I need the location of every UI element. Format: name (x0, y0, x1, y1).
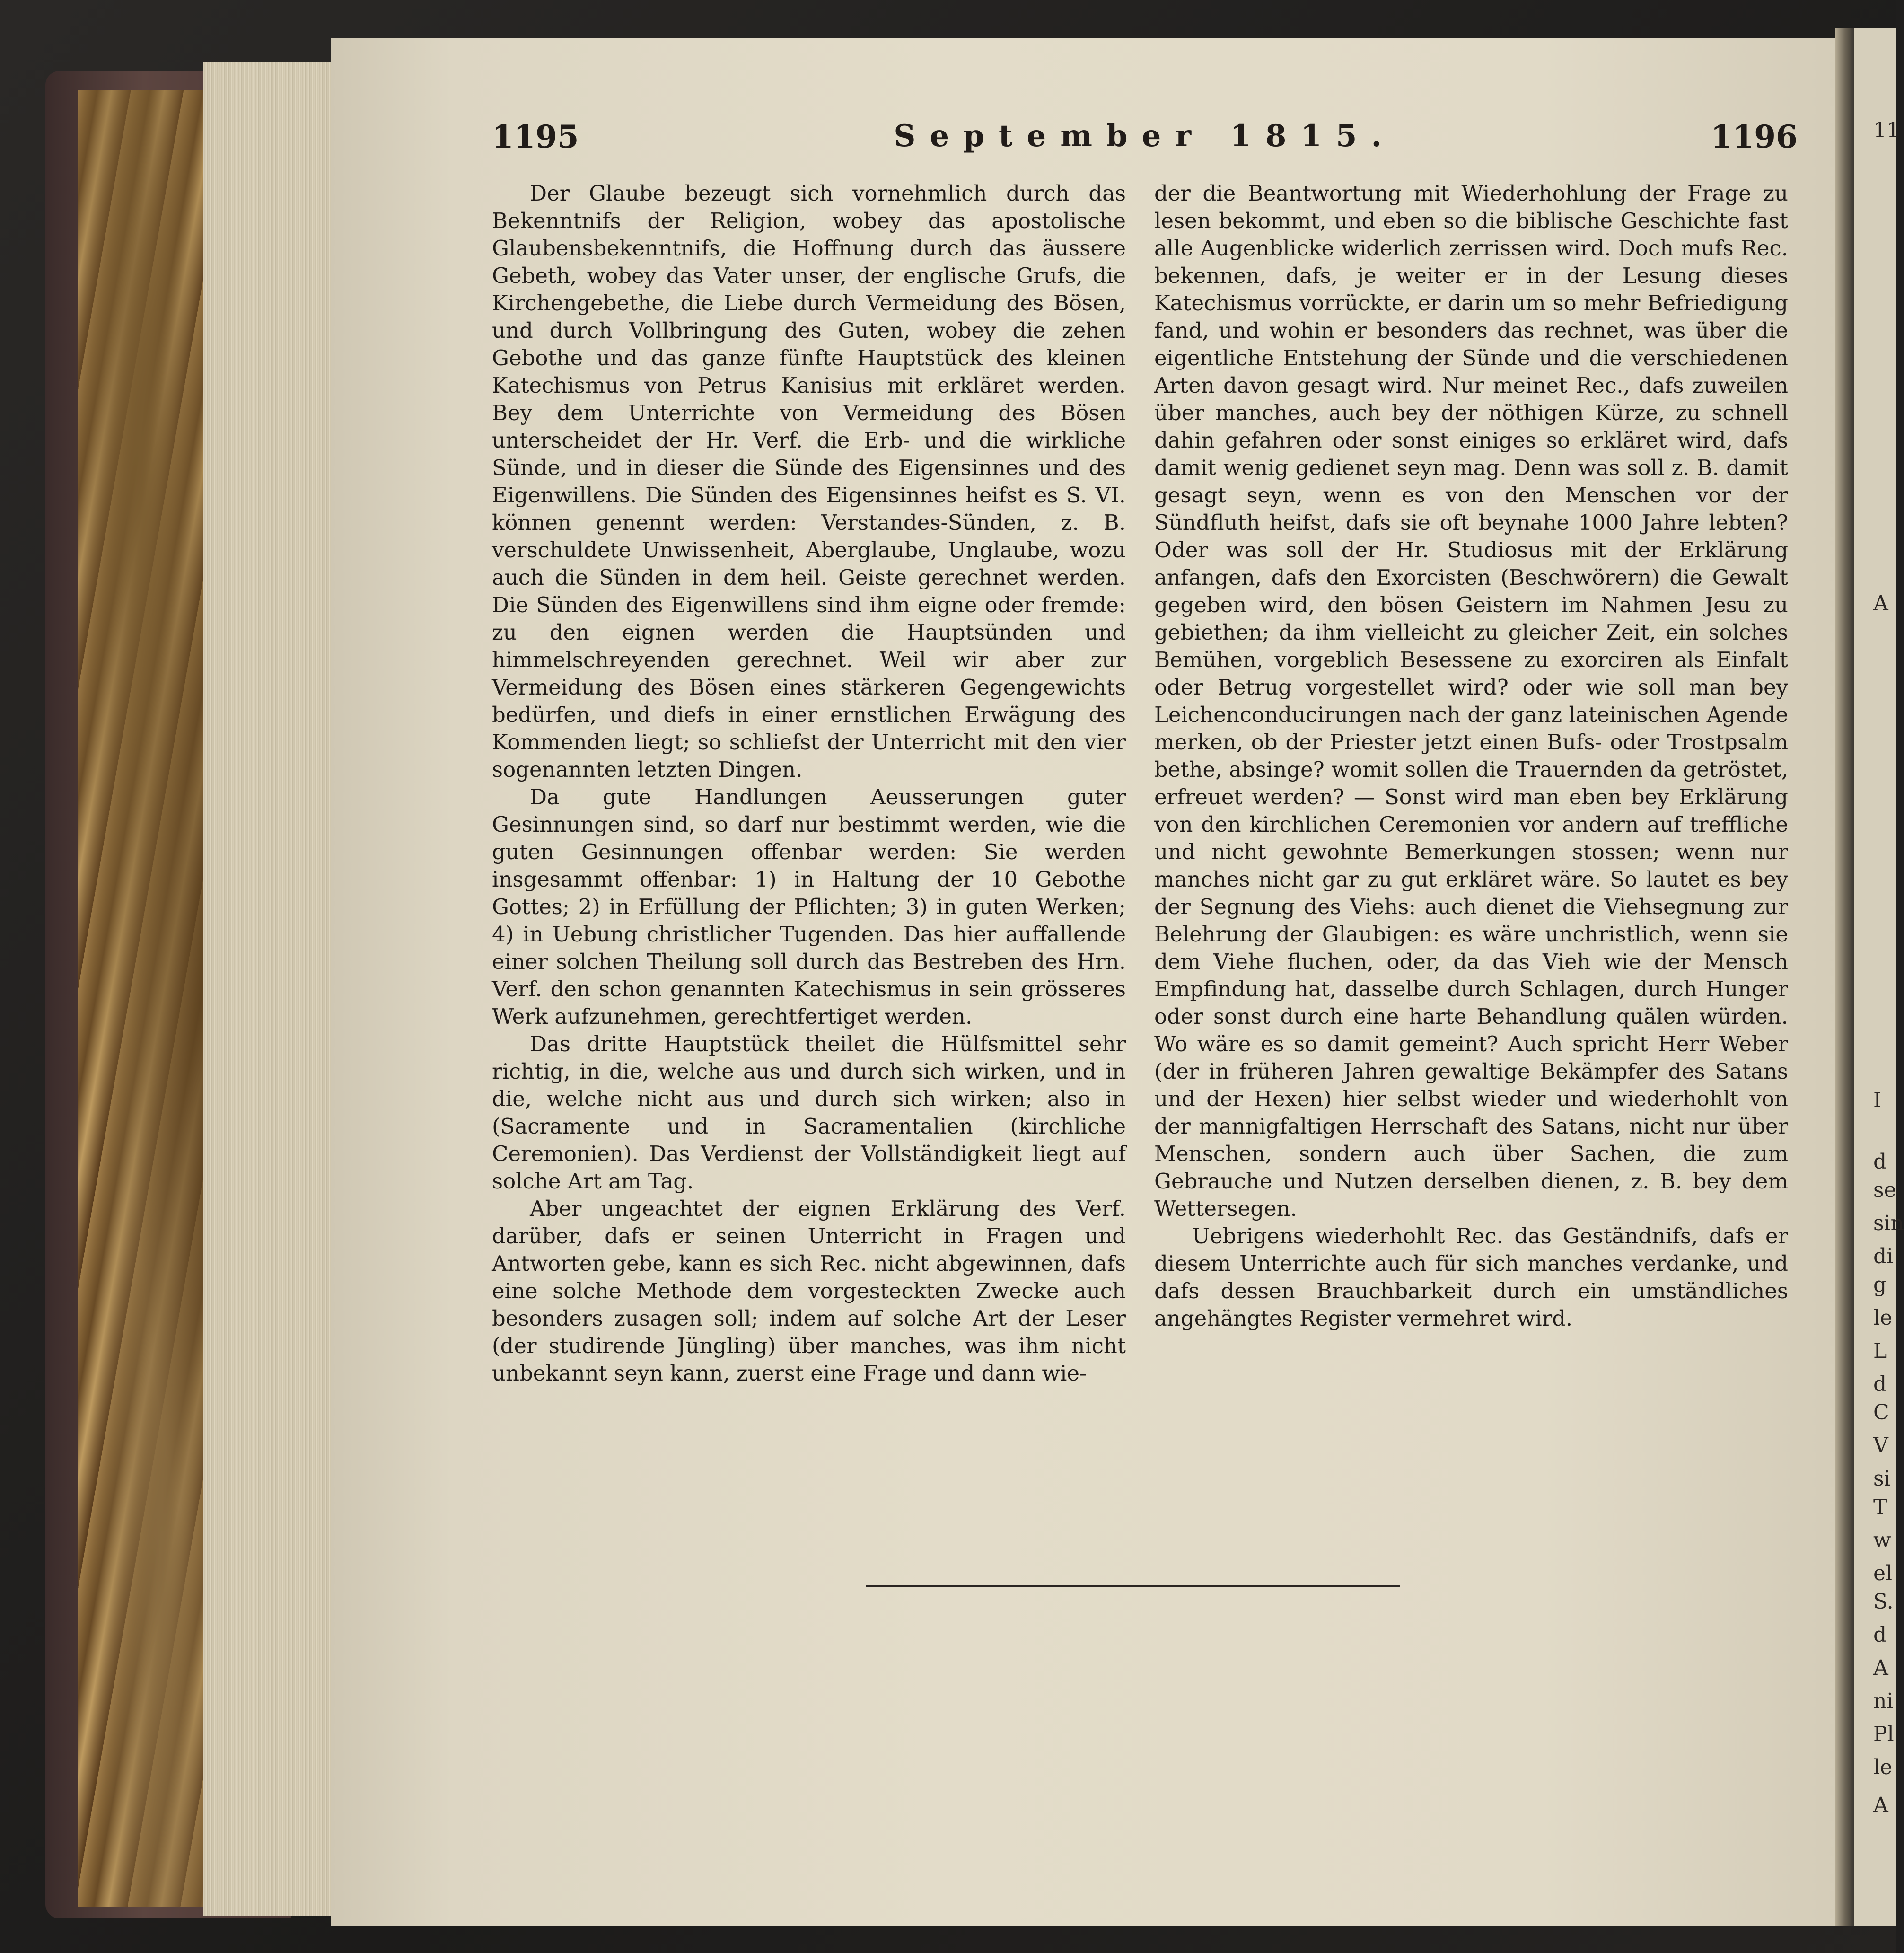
running-head (492, 118, 1798, 166)
facing-page-fragment: d (1873, 1623, 1887, 1647)
facing-page-fragment: L (1873, 1339, 1887, 1363)
section-divider-rule (866, 1585, 1400, 1587)
paragraph: Aber ungeachtet der eignen Erklärung des Verf. darüber, dafs er seinen Unterricht in Fragen und Antworten gebe, kann es sich Rec. nicht abgewinnen, dafs eine solche Methode dem vorgesteckten Zwecke auch besonders zusagen soll; indem auf solche Art der Leser (der studirende Jüngling) über manches, was ihm nicht unbekannt seyn kann, zuerst eine Frage und dann wie- (492, 1196, 1126, 1386)
facing-page-fragment: el (1873, 1561, 1893, 1585)
facing-page-fragment: A (1873, 1793, 1888, 1817)
facing-page-fragment: ni (1873, 1689, 1894, 1713)
facing-page-fragment: A (1873, 591, 1888, 616)
page-number-left: 1195 (492, 118, 579, 155)
facing-page-fragment: d (1873, 1372, 1887, 1396)
facing-page-fragment: sin (1873, 1211, 1904, 1235)
facing-page-fragment: T (1873, 1495, 1887, 1519)
facing-page-fragment: le (1873, 1306, 1893, 1330)
page-gutter (1835, 28, 1854, 1926)
facing-page-fragment: w (1873, 1528, 1891, 1552)
paragraph: Da gute Handlungen Aeusserungen guter Gesinnungen sind, so darf nur bestimmt werden, wie die guten Gesinnungen offenbar werden: Sie werden insgesammt offenbar: 1) in Haltung der 10 Gebothe Gottes; 2) in Erfüllung der Pflichten; 3) in guten Werken; 4) in Uebung christlicher Tugenden. Das hier auffallende einer solchen Theilung soll durch das Bestreben des Hrn. Verf. den schon genannten Katechismus in sein grösseres Werk aufzunehmen, gerechtfertiget werden. (492, 784, 1126, 1029)
running-title: September 1815. (894, 118, 1396, 154)
page-number-right: 1196 (1711, 118, 1798, 155)
facing-page-fragment: A (1873, 1656, 1888, 1680)
facing-page-fragment: C (1873, 1400, 1889, 1425)
facing-page-fragment: d (1873, 1150, 1887, 1174)
left-text-column (492, 180, 1126, 1387)
facing-page-fragment: Pl (1873, 1722, 1894, 1746)
paragraph: Das dritte Hauptstück theilet die Hülfsmittel sehr richtig, in die, welche aus und durch sich wirken, und in die, welche nicht aus und durch sich wirken; also in (Sacramente und in Sacramentalien (kirchliche Ceremonien). Das Verdienst der Vollständigkeit liegt auf solche Art am Tag. (492, 1031, 1126, 1194)
facing-page-fragment: si (1873, 1467, 1891, 1491)
facing-page-fragment: le (1873, 1755, 1893, 1779)
paragraph: Der Glaube bezeugt sich vornehmlich durch das Bekenntnifs der Religion, wobey das apostolische Glaubensbekenntnifs, die Hoffnung durch das äussere Gebeth, wobey das Vater unser, der englische Grufs, die Kirchengebethe, die Liebe durch Vermeidung des Bösen, und durch Vollbringung des Guten, wobey die zehen Gebothe und das ganze fünfte Hauptstück des kleinen Katechismus von Petrus Kanisius mit erkläret werden. Bey dem Unterrichte von Vermeidung des Bösen unterscheidet der Hr. Verf. die Erb- und die wirkliche Sünde, und in dieser die Sünde des Eigensinnes und des Eigenwillens. Die Sünden des Eigensinnes heifst es S. VI. können genennt werden: Verstandes-Sünden, z. B. verschuldete Unwissenheit, Aberglaube, Unglaube, wozu auch die Sünden in dem heil. Geiste gerechnet werden. Die Sünden des Eigenwillens sind ihm eigne oder fremde: zu den eignen werden die Hauptsünden und himmelschreyenden gerechnet. Weil wir aber zur Vermeidung des Bösen eines stärkeren Gegengewichts bedürfen, und diefs in einer ernstlichen Erwägung des Kommenden liegt; so schliefst der Unterricht mit den vier sogenannten letzten Dingen. (492, 181, 1126, 782)
facing-page-fragment: se (1873, 1178, 1896, 1202)
right-text-column (1154, 180, 1788, 1332)
facing-page-fragment: di (1873, 1244, 1894, 1268)
facing-page-fragment: V (1873, 1434, 1888, 1458)
paragraph: Uebrigens wiederhohlt Rec. das Geständnifs, dafs er diesem Unterrichte auch für sich manches verdanke, und dafs dessen Brauchbarkeit durch ein umständliches angehängtes Register vermehret wird. (1154, 1223, 1788, 1331)
paragraph: der die Beantwortung mit Wiederhohlung der Frage zu lesen bekommt, und eben so die biblische Geschichte fast alle Augenblicke widerlich zerrissen wird. Doch mufs Rec. bekennen, dafs, je weiter er in der Lesung dieses Katechismus vorrückte, er darin um so mehr Befriedigung fand, und wohin er besonders das rechnet, was über die eigentliche Entstehung der Sünde und die verschiedenen Arten davon gesagt wird. Nur meinet Rec., dafs zuweilen über manches, auch bey der nöthigen Kürze, zu schnell dahin gefahren oder sonst einiges so erkläret wird, dafs damit wenig gedienet seyn mag. Denn was soll z. B. damit gesagt seyn, wenn es von den Menschen vor der Sündfluth heifst, dafs sie oft beynahe 1000 Jahre lebten? Oder was soll der Hr. Studiosus mit der Erklärung anfangen, dafs den Exorcisten (Beschwörern) die Gewalt gegeben wird, den bösen Geistern im Nahmen Jesu zu gebiethen; da ihm vielleicht zu gleicher Zeit, ein solches Bemühen, vorgeblich Besessene zu exorciren als Einfalt oder Betrug vorgestellet wird? oder wie soll man bey Leichenconducirungen nach der ganz lateinischen Agende merken, ob der Priester jetzt einen Bufs- oder Trostpsalm bethe, absinge? womit sollen die Trauernden da getröstet, erfreuet werden? — Sonst wird man eben bey Erklärung von den kirchlichen Ceremonien vor andern auf treffliche und nicht gewohnte Bemerkungen stossen; wenn nur manches nicht gar zu gut erkläret wäre. So lautet es bey der Segnung des Viehs: auch dienet die Viehsegnung zur Belehrung der Glaubigen: es wäre unchristlich, wenn sie dem Viehe fluchen, oder, da das Vieh wie der Mensch Empfindung hat, dasselbe durch Schlagen, durch Hunger oder sonst durch eine harte Behandlung quälen würden. Wo wäre es so damit gemeint? Auch spricht Herr Weber (der in früheren Jahren gewaltige Bekämpfer des Satans und der Hexen) hier selbst wieder und wiederhohlt von der mannigfaltigen Herrschaft des Satans, nicht nur über Menschen, sondern auch über Sachen, die zum Gebrauche und Nutzen derselben dienen, z. B. bey dem Wettersegen. (1154, 181, 1788, 1221)
facing-page-fragment: g (1873, 1273, 1887, 1297)
facing-page-fragment: 11 (1873, 118, 1900, 142)
facing-page-fragment: S. (1873, 1590, 1894, 1614)
facing-page-fragment: I (1873, 1088, 1882, 1112)
